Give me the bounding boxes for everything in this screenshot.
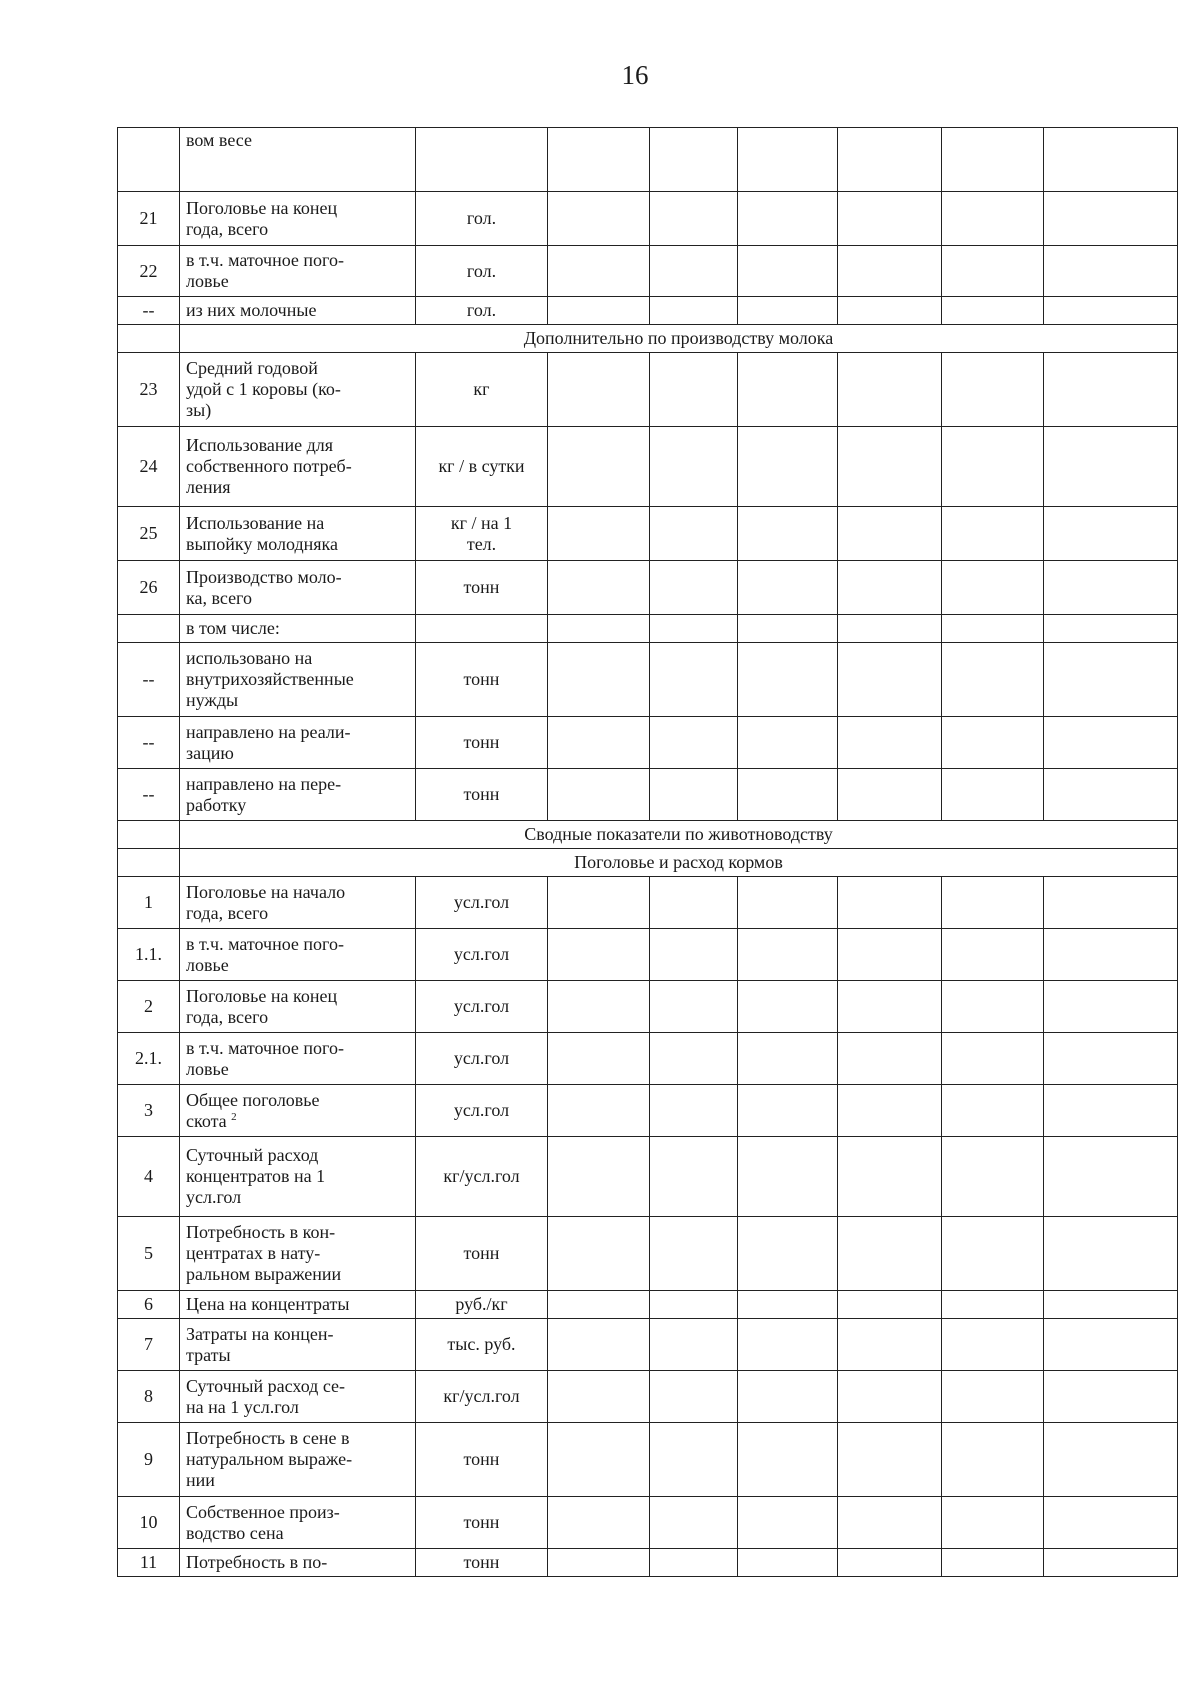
value-cell	[738, 981, 838, 1033]
value-cell	[738, 427, 838, 507]
table-row	[118, 297, 1178, 325]
value-cell	[1044, 1319, 1178, 1371]
value-cell	[942, 981, 1044, 1033]
section-title: Сводные показатели по животноводству	[180, 821, 1178, 849]
table-row	[118, 561, 1178, 615]
value-cell	[1044, 929, 1178, 981]
value-cell	[1044, 643, 1178, 717]
row-number: 24	[118, 427, 180, 507]
row-number: --	[118, 643, 180, 717]
row-number: 21	[118, 192, 180, 246]
section-row	[118, 821, 1178, 849]
value-cell	[838, 769, 942, 821]
value-cell	[738, 717, 838, 769]
value-cell	[942, 192, 1044, 246]
indicator-name	[180, 353, 416, 427]
table-row	[118, 1217, 1178, 1291]
value-cell	[548, 507, 650, 561]
footnote-marker: 2	[231, 1110, 237, 1123]
table-row	[118, 717, 1178, 769]
value-cell	[838, 128, 942, 192]
table-row	[118, 643, 1178, 717]
table-row	[118, 192, 1178, 246]
value-cell	[1044, 353, 1178, 427]
indicator-name	[180, 1549, 416, 1577]
row-number	[118, 128, 180, 192]
value-cell	[738, 1033, 838, 1085]
value-cell	[548, 1371, 650, 1423]
indicator-name	[180, 1291, 416, 1319]
table-row	[118, 1497, 1178, 1549]
value-cell	[650, 192, 738, 246]
table-row	[118, 877, 1178, 929]
unit-cell: тонн	[416, 1423, 548, 1497]
value-cell	[838, 246, 942, 297]
value-cell	[650, 1217, 738, 1291]
table-row	[118, 507, 1178, 561]
value-cell	[650, 1137, 738, 1217]
table-row	[118, 1033, 1178, 1085]
indicator-name-text: в т.ч. маточное пого- ловье	[186, 1037, 344, 1079]
value-cell	[650, 353, 738, 427]
section-number-cell	[118, 325, 180, 353]
indicator-name	[180, 1319, 416, 1371]
unit-cell: усл.гол	[416, 877, 548, 929]
value-cell	[942, 297, 1044, 325]
value-cell	[1044, 427, 1178, 507]
value-cell	[838, 1137, 942, 1217]
indicator-name-text: в т.ч. маточное пого- ловье	[186, 250, 344, 291]
value-cell	[738, 769, 838, 821]
value-cell	[942, 1423, 1044, 1497]
indicator-name	[180, 561, 416, 615]
indicator-name-text: Суточный расход се- на на 1 усл.гол	[186, 1375, 346, 1417]
row-number: 2.1.	[118, 1033, 180, 1085]
value-cell	[650, 297, 738, 325]
value-cell	[838, 1217, 942, 1291]
value-cell	[650, 1549, 738, 1577]
indicator-name	[180, 1423, 416, 1497]
indicator-name	[180, 877, 416, 929]
value-cell	[942, 877, 1044, 929]
section-row	[118, 849, 1178, 877]
row-number: 22	[118, 246, 180, 297]
unit-cell	[416, 128, 548, 192]
indicator-name-text: направлено на реали- зацию	[186, 721, 351, 763]
value-cell	[1044, 1291, 1178, 1319]
indicator-name-text: Поголовье на конец года, всего	[186, 197, 338, 239]
table-row	[118, 353, 1178, 427]
section-number-cell	[118, 849, 180, 877]
indicator-name-text: Суточный расход концентратов на 1 усл.гол	[186, 1145, 326, 1207]
value-cell	[838, 643, 942, 717]
value-cell	[738, 297, 838, 325]
value-cell	[650, 1085, 738, 1137]
value-cell	[1044, 192, 1178, 246]
value-cell	[738, 1371, 838, 1423]
table-row	[118, 769, 1178, 821]
value-cell	[942, 769, 1044, 821]
table-row	[118, 981, 1178, 1033]
value-cell	[942, 128, 1044, 192]
value-cell	[1044, 877, 1178, 929]
value-cell	[838, 1423, 942, 1497]
value-cell	[838, 717, 942, 769]
row-number: 7	[118, 1319, 180, 1371]
unit-cell	[416, 615, 548, 643]
row-number: 1	[118, 877, 180, 929]
value-cell	[1044, 717, 1178, 769]
value-cell	[650, 1319, 738, 1371]
value-cell	[650, 507, 738, 561]
indicator-name-text: Цена на концентраты	[186, 1294, 350, 1314]
value-cell	[548, 1085, 650, 1137]
value-cell	[738, 246, 838, 297]
indicator-name	[180, 615, 416, 643]
value-cell	[1044, 246, 1178, 297]
row-number: 4	[118, 1137, 180, 1217]
value-cell	[838, 981, 942, 1033]
value-cell	[650, 1291, 738, 1319]
value-cell	[738, 353, 838, 427]
value-cell	[548, 1423, 650, 1497]
value-cell	[942, 1085, 1044, 1137]
value-cell	[650, 981, 738, 1033]
value-cell	[1044, 615, 1178, 643]
value-cell	[738, 1217, 838, 1291]
indicator-name-text: Использование для собственного потреб- ления	[186, 435, 352, 497]
indicator-name	[180, 192, 416, 246]
value-cell	[548, 427, 650, 507]
value-cell	[942, 1319, 1044, 1371]
row-number	[118, 615, 180, 643]
value-cell	[548, 1319, 650, 1371]
row-number: --	[118, 297, 180, 325]
value-cell	[548, 1549, 650, 1577]
indicator-name-text: использовано на внутрихозяйственные нужды	[186, 648, 354, 710]
unit-cell: гол.	[416, 192, 548, 246]
unit-cell: тонн	[416, 717, 548, 769]
value-cell	[548, 877, 650, 929]
row-number: 10	[118, 1497, 180, 1549]
value-cell	[548, 615, 650, 643]
value-cell	[838, 1549, 942, 1577]
unit-cell: кг/усл.гол	[416, 1137, 548, 1217]
value-cell	[738, 128, 838, 192]
indicator-name	[180, 1371, 416, 1423]
indicator-name	[180, 246, 416, 297]
value-cell	[548, 246, 650, 297]
value-cell	[1044, 1371, 1178, 1423]
table-row	[118, 1549, 1178, 1577]
value-cell	[942, 1291, 1044, 1319]
value-cell	[738, 1085, 838, 1137]
value-cell	[838, 1033, 942, 1085]
indicator-name-text: Потребность в кон- центратах в нату- ральном выражении	[186, 1222, 342, 1284]
value-cell	[548, 353, 650, 427]
indicator-name	[180, 717, 416, 769]
unit-cell: руб./кг	[416, 1291, 548, 1319]
unit-cell: тонн	[416, 769, 548, 821]
table-row	[118, 1137, 1178, 1217]
row-number: 6	[118, 1291, 180, 1319]
row-number: 5	[118, 1217, 180, 1291]
table-row	[118, 128, 1178, 192]
indicator-name	[180, 427, 416, 507]
value-cell	[738, 1497, 838, 1549]
value-cell	[1044, 507, 1178, 561]
table-row	[118, 1085, 1178, 1137]
value-cell	[838, 561, 942, 615]
indicator-name	[180, 1033, 416, 1085]
value-cell	[942, 1371, 1044, 1423]
value-cell	[548, 128, 650, 192]
value-cell	[650, 1371, 738, 1423]
unit-cell: тонн	[416, 1217, 548, 1291]
value-cell	[738, 615, 838, 643]
value-cell	[942, 353, 1044, 427]
value-cell	[738, 561, 838, 615]
unit-cell: кг / на 1 тел.	[416, 507, 548, 561]
value-cell	[942, 246, 1044, 297]
value-cell	[548, 561, 650, 615]
value-cell	[548, 1497, 650, 1549]
value-cell	[942, 1549, 1044, 1577]
value-cell	[738, 929, 838, 981]
indicator-name-text: Поголовье на начало года, всего	[186, 881, 346, 923]
section-title: Поголовье и расход кормов	[180, 849, 1178, 877]
table-row	[118, 1291, 1178, 1319]
row-number: 25	[118, 507, 180, 561]
value-cell	[738, 643, 838, 717]
indicator-name-text: в том числе:	[186, 618, 280, 638]
indicator-name	[180, 643, 416, 717]
value-cell	[838, 427, 942, 507]
row-number: 3	[118, 1085, 180, 1137]
value-cell	[548, 981, 650, 1033]
value-cell	[650, 615, 738, 643]
value-cell	[650, 929, 738, 981]
row-number: 9	[118, 1423, 180, 1497]
value-cell	[548, 929, 650, 981]
value-cell	[548, 1217, 650, 1291]
page-number: 16	[621, 60, 649, 90]
unit-cell: гол.	[416, 297, 548, 325]
unit-cell: тонн	[416, 1549, 548, 1577]
value-cell	[738, 1319, 838, 1371]
value-cell	[1044, 561, 1178, 615]
indicator-name-text: Использование на выпойку молодняка	[186, 512, 338, 554]
value-cell	[942, 507, 1044, 561]
value-cell	[838, 1371, 942, 1423]
indicator-name-text: Поголовье на конец года, всего	[186, 985, 338, 1027]
unit-cell: кг/усл.гол	[416, 1371, 548, 1423]
value-cell	[548, 643, 650, 717]
table-row	[118, 1423, 1178, 1497]
value-cell	[838, 192, 942, 246]
row-number: 11	[118, 1549, 180, 1577]
row-number: 2	[118, 981, 180, 1033]
indicator-name-text: из них молочные	[186, 300, 317, 320]
value-cell	[650, 643, 738, 717]
value-cell	[942, 1217, 1044, 1291]
table-row	[118, 1371, 1178, 1423]
section-number-cell	[118, 821, 180, 849]
indicator-name	[180, 1497, 416, 1549]
indicator-name-text: Средний годовой удой с 1 коровы (ко- зы)	[186, 358, 341, 420]
value-cell	[738, 1291, 838, 1319]
indicator-name-text: Производство моло- ка, всего	[186, 566, 342, 608]
indicator-name	[180, 981, 416, 1033]
value-cell	[838, 297, 942, 325]
table-row	[118, 427, 1178, 507]
indicator-name	[180, 769, 416, 821]
indicator-name	[180, 929, 416, 981]
value-cell	[942, 1137, 1044, 1217]
section-row	[118, 325, 1178, 353]
value-cell	[942, 717, 1044, 769]
value-cell	[650, 1423, 738, 1497]
indicator-name-text: Общее поголовье скота	[186, 1089, 320, 1131]
value-cell	[650, 1033, 738, 1085]
value-cell	[1044, 297, 1178, 325]
unit-cell: усл.гол	[416, 1033, 548, 1085]
value-cell	[650, 246, 738, 297]
indicator-name-text: Собственное произ- водство сена	[186, 1501, 340, 1543]
unit-cell: усл.гол	[416, 1085, 548, 1137]
value-cell	[1044, 1033, 1178, 1085]
table-row	[118, 246, 1178, 297]
unit-cell: тонн	[416, 1497, 548, 1549]
value-cell	[738, 1549, 838, 1577]
indicator-name	[180, 1137, 416, 1217]
unit-cell: кг	[416, 353, 548, 427]
value-cell	[650, 877, 738, 929]
indicator-table	[117, 127, 1178, 1577]
value-cell	[738, 1137, 838, 1217]
value-cell	[1044, 1497, 1178, 1549]
value-cell	[1044, 1085, 1178, 1137]
indicator-name	[180, 128, 416, 192]
row-number: 23	[118, 353, 180, 427]
value-cell	[1044, 1423, 1178, 1497]
value-cell	[548, 1033, 650, 1085]
value-cell	[942, 643, 1044, 717]
value-cell	[1044, 1217, 1178, 1291]
value-cell	[942, 615, 1044, 643]
value-cell	[1044, 769, 1178, 821]
value-cell	[548, 192, 650, 246]
row-number: 8	[118, 1371, 180, 1423]
value-cell	[1044, 1137, 1178, 1217]
section-title: Дополнительно по производству молока	[180, 325, 1178, 353]
value-cell	[548, 297, 650, 325]
unit-cell: усл.гол	[416, 929, 548, 981]
value-cell	[548, 717, 650, 769]
row-number: 1.1.	[118, 929, 180, 981]
value-cell	[738, 877, 838, 929]
unit-cell: тонн	[416, 561, 548, 615]
value-cell	[650, 427, 738, 507]
value-cell	[838, 507, 942, 561]
value-cell	[838, 1085, 942, 1137]
value-cell	[650, 561, 738, 615]
row-number: 26	[118, 561, 180, 615]
value-cell	[942, 561, 1044, 615]
unit-cell: усл.гол	[416, 981, 548, 1033]
row-number: --	[118, 769, 180, 821]
value-cell	[650, 769, 738, 821]
value-cell	[838, 615, 942, 643]
value-cell	[838, 1319, 942, 1371]
indicator-name-text: в т.ч. маточное пого- ловье	[186, 933, 344, 975]
table-row	[118, 929, 1178, 981]
indicator-name-text: вом весе	[186, 130, 252, 150]
value-cell	[548, 1137, 650, 1217]
value-cell	[738, 1423, 838, 1497]
unit-cell: гол.	[416, 246, 548, 297]
row-number: --	[118, 717, 180, 769]
value-cell	[548, 1291, 650, 1319]
value-cell	[650, 717, 738, 769]
value-cell	[942, 1497, 1044, 1549]
table-row	[118, 615, 1178, 643]
value-cell	[942, 1033, 1044, 1085]
value-cell	[1044, 1549, 1178, 1577]
unit-cell: тыс. руб.	[416, 1319, 548, 1371]
indicator-name-text: Потребность в по-	[186, 1552, 328, 1572]
value-cell	[650, 1497, 738, 1549]
value-cell	[942, 929, 1044, 981]
unit-cell: кг / в сутки	[416, 427, 548, 507]
unit-cell: тонн	[416, 643, 548, 717]
value-cell	[548, 769, 650, 821]
indicator-name	[180, 507, 416, 561]
value-cell	[738, 507, 838, 561]
value-cell	[838, 1497, 942, 1549]
value-cell	[838, 877, 942, 929]
indicator-name-text: Затраты на концен- траты	[186, 1323, 334, 1365]
indicator-name-text: направлено на пере- работку	[186, 773, 342, 815]
indicator-name	[180, 1217, 416, 1291]
value-cell	[1044, 128, 1178, 192]
value-cell	[650, 128, 738, 192]
value-cell	[738, 192, 838, 246]
indicator-name	[180, 297, 416, 325]
value-cell	[1044, 981, 1178, 1033]
indicator-name	[180, 1085, 416, 1137]
value-cell	[942, 427, 1044, 507]
value-cell	[838, 353, 942, 427]
indicator-name-text: Потребность в сене в натуральном выраже- нии	[186, 1428, 353, 1490]
table-row	[118, 1319, 1178, 1371]
value-cell	[838, 929, 942, 981]
value-cell	[838, 1291, 942, 1319]
